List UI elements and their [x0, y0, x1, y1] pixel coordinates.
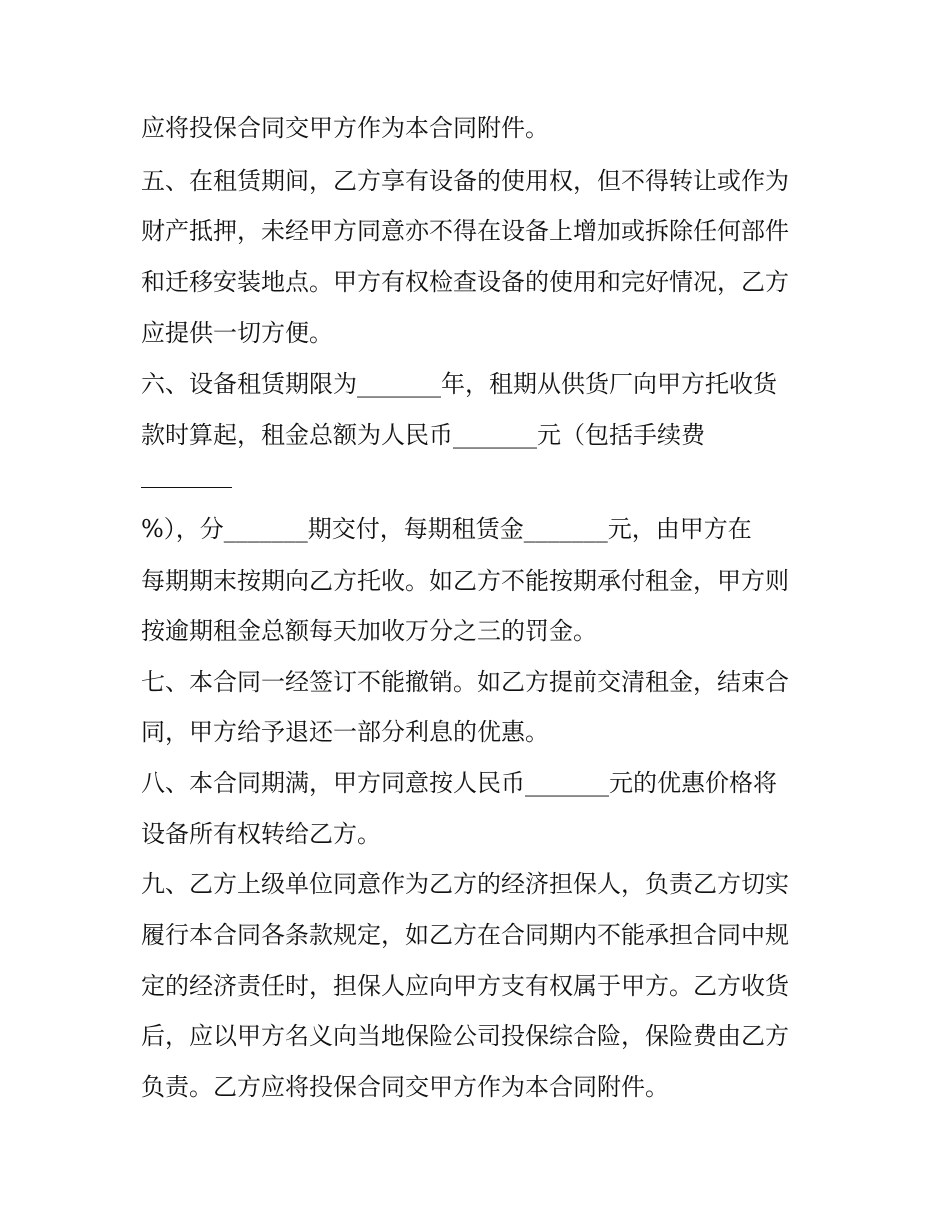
- text-line: 每期期末按期向乙方托收。如乙方不能按期承付租金，甲方则: [141, 567, 789, 595]
- text-line: 九、乙方上级单位同意作为乙方的经济担保人，负责乙方切实: [141, 870, 789, 898]
- text-line: 设备所有权转给乙方。: [141, 820, 381, 848]
- text-line: 应提供一切方便。: [141, 319, 333, 347]
- text-line: 履行本合同各条款规定，如乙方在合同期内不能承担合同中规: [141, 921, 789, 949]
- text-line: 应将投保合同交甲方作为本合同附件。: [141, 114, 549, 142]
- text-line: 后，应以甲方名义向当地保险公司投保综合险，保险费由乙方: [141, 1022, 789, 1050]
- text-line: 八、本合同期满，甲方同意按人民币_______元的优惠价格将: [141, 769, 777, 797]
- text-line: 同，甲方给予退还一部分利息的优惠。: [141, 718, 549, 746]
- text-line: 款时算起，租金总额为人民币_______元（包括手续费: [141, 421, 705, 449]
- fill-in-blank: [141, 487, 232, 488]
- text-line: 财产抵押，未经甲方同意亦不得在设备上增加或拆除任何部件: [141, 217, 789, 245]
- text-line: 和迁移安装地点。甲方有权检查设备的使用和完好情况，乙方: [141, 268, 789, 296]
- text-line: %），分_______期交付，每期租赁金_______元，由甲方在: [141, 515, 752, 543]
- text-line: 按逾期租金总额每天加收万分之三的罚金。: [141, 617, 597, 645]
- text-line: 六、设备租赁期限为_______年，租期从供货厂向甲方托收货: [141, 370, 777, 398]
- text-line: 定的经济责任时，担保人应向甲方支有权属于甲方。乙方收货: [141, 972, 789, 1000]
- text-line: 五、在租赁期间，乙方享有设备的使用权，但不得转让或作为: [141, 167, 789, 195]
- text-line: 负责。乙方应将投保合同交甲方作为本合同附件。: [141, 1073, 669, 1101]
- text-line: 七、本合同一经签订不能撤销。如乙方提前交清租金，结束合: [141, 668, 789, 696]
